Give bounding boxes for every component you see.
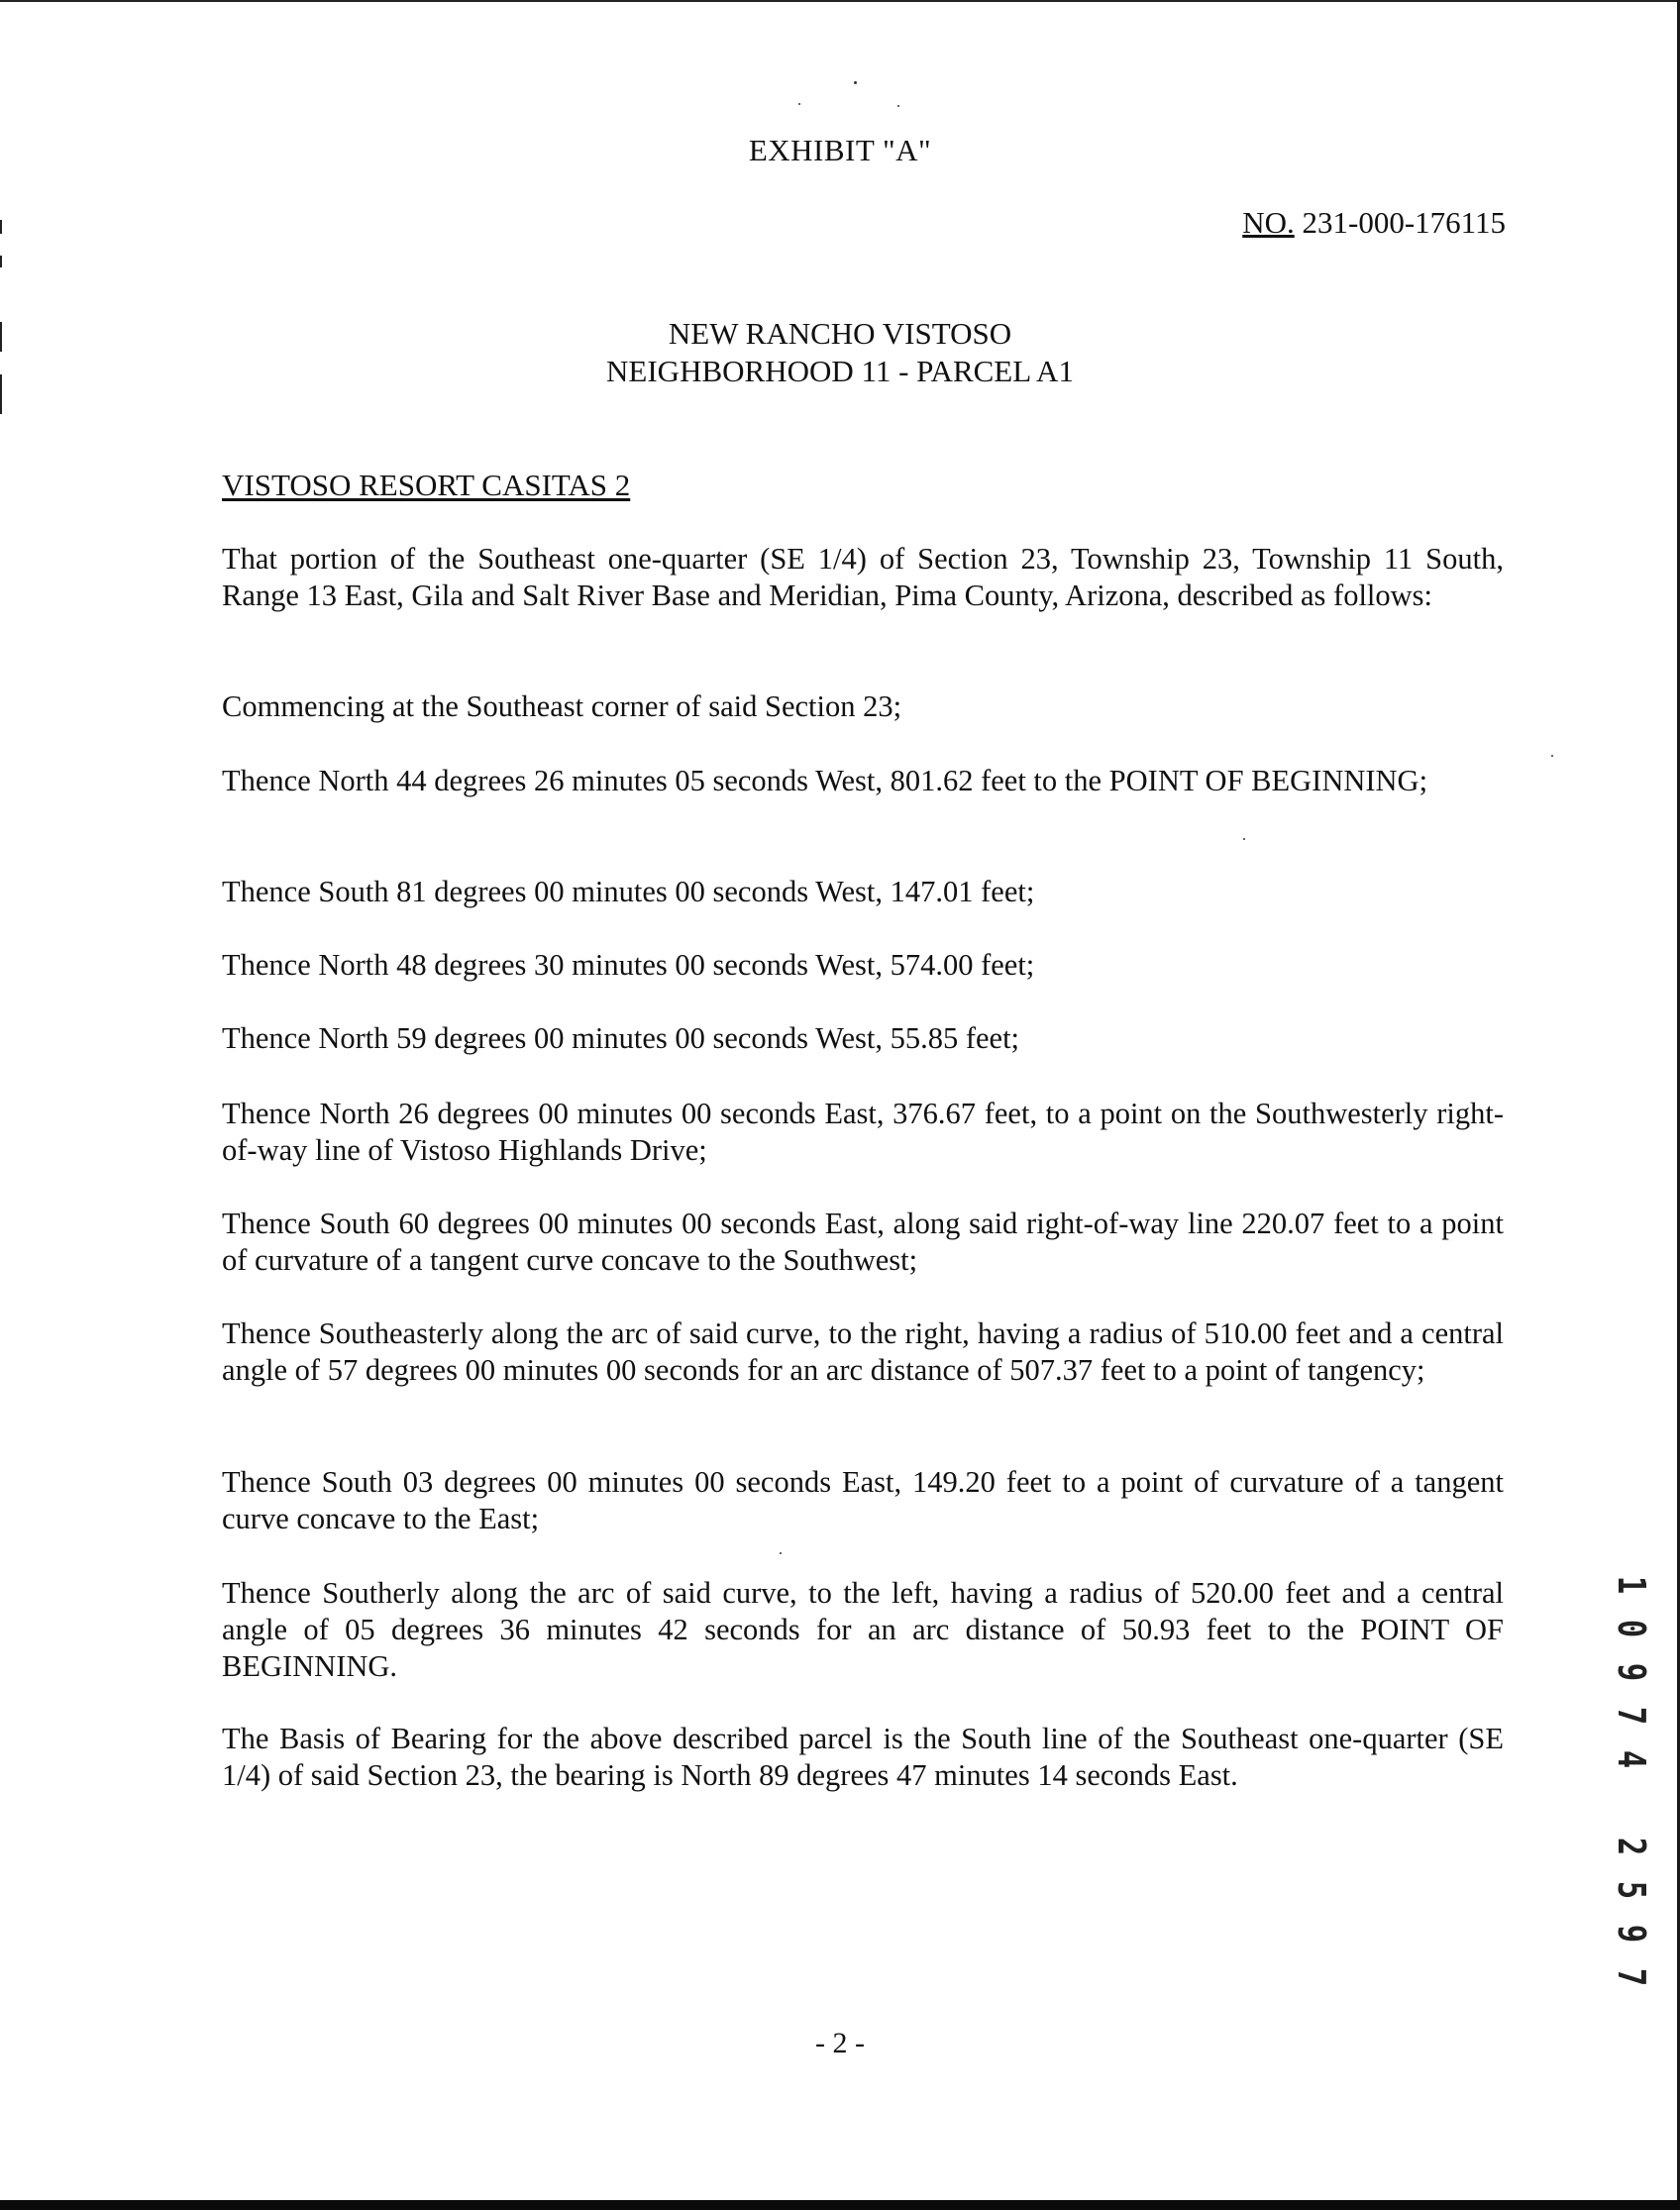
scan-speck	[1551, 755, 1553, 757]
paragraph-course: Thence Southeasterly along the arc of said curve, to the right, having a radius of 510.00 feet and a central angle of 57 degrees 00 minutes 00 seconds for an arc distance of 507.37 feet to a point of tangency;	[222, 1316, 1504, 1387]
scan-border-bottom	[0, 2200, 1680, 2210]
scan-speck	[1243, 838, 1245, 840]
paragraph-course: Thence South 03 degrees 00 minutes 00 seconds East, 149.20 feet to a point of curvature of a tangent curve concave to the East;	[222, 1465, 1504, 1535]
stamp-digit: 1	[1610, 1575, 1653, 1595]
document-number-label: NO.	[1242, 205, 1295, 240]
paragraph-course: Thence South 60 degrees 00 minutes 00 seconds East, along said right-of-way line 220.07 feet to a point of curvature of a tangent curve concave to the Southwest;	[222, 1207, 1504, 1277]
scan-speck	[854, 81, 857, 84]
scan-border-top	[0, 0, 1680, 2]
section-heading: VISTOSO RESORT CASITAS 2	[222, 468, 631, 502]
exhibit-title: EXHIBIT "A"	[748, 133, 932, 167]
scan-speck	[798, 103, 800, 105]
paragraph-description: That portion of the Southeast one-quarter (SE 1/4) of Section 23, Township 23, Township 11 South, Range 13 East, Gila and Salt River Base and Meridian, Pima County, Arizona, described as follows:	[222, 542, 1504, 612]
paragraph-basis-of-bearing: The Basis of Bearing for the above described parcel is the South line of the Southeast one-quarter (SE 1/4) of said Section 23, the bearing is North 89 degrees 47 minutes 14 seconds East.	[222, 1722, 1504, 1792]
document-number-value: 231-000-176115	[1302, 205, 1506, 240]
recording-stamp-number	[1612, 1563, 1651, 1999]
document-number	[1228, 205, 1506, 241]
stamp-digit: 7	[1610, 1706, 1653, 1726]
paragraph-course: Thence North 59 degrees 00 minutes 00 seconds West, 55.85 feet;	[222, 1021, 1020, 1055]
paragraph-course: Thence North 26 degrees 00 minutes 00 seconds East, 376.67 feet, to a point on the Southwesterly right-of-way line of Vistoso Highlands Drive;	[222, 1097, 1504, 1167]
stamp-digit-gap	[1610, 1787, 1653, 1819]
stamp-digit: 9	[1610, 1662, 1653, 1682]
paragraph-course: Thence North 44 degrees 26 minutes 05 seconds West, 801.62 feet to the POINT OF BEGINNING;	[222, 764, 1428, 797]
scan-speck	[897, 105, 899, 107]
stamp-digit: 4	[1610, 1749, 1653, 1769]
stamp-digit: 0	[1610, 1619, 1653, 1638]
paragraph-course: Thence Southerly along the arc of said curve, to the left, having a radius of 520.00 feet and a central angle of 05 degrees 36 minutes 42 seconds for an arc distance of 50.93 feet to the POINT OF BEGINNING.	[222, 1576, 1504, 1683]
stamp-digit: 5	[1610, 1880, 1653, 1900]
parcel-heading-line2: NEIGHBORHOOD 11 - PARCEL A1	[606, 354, 1074, 388]
scan-speck	[780, 1552, 782, 1554]
stamp-digit: 9	[1610, 1924, 1653, 1944]
paragraph-course: Thence South 81 degrees 00 minutes 00 seconds West, 147.01 feet;	[222, 875, 1035, 908]
paragraph-course: Thence North 48 degrees 30 minutes 00 seconds West, 574.00 feet;	[222, 948, 1035, 982]
stamp-digit: 2	[1610, 1837, 1653, 1856]
parcel-heading-line1: NEW RANCHO VISTOSO	[668, 316, 1012, 351]
scan-edge-mark	[0, 220, 2, 234]
page-number: - 2 -	[815, 2027, 865, 2059]
paragraph-commencing: Commencing at the Southeast corner of said Section 23;	[222, 689, 902, 723]
stamp-digit: 7	[1610, 1967, 1653, 1987]
parcel-heading	[0, 315, 1680, 390]
scan-edge-mark	[0, 256, 2, 267]
